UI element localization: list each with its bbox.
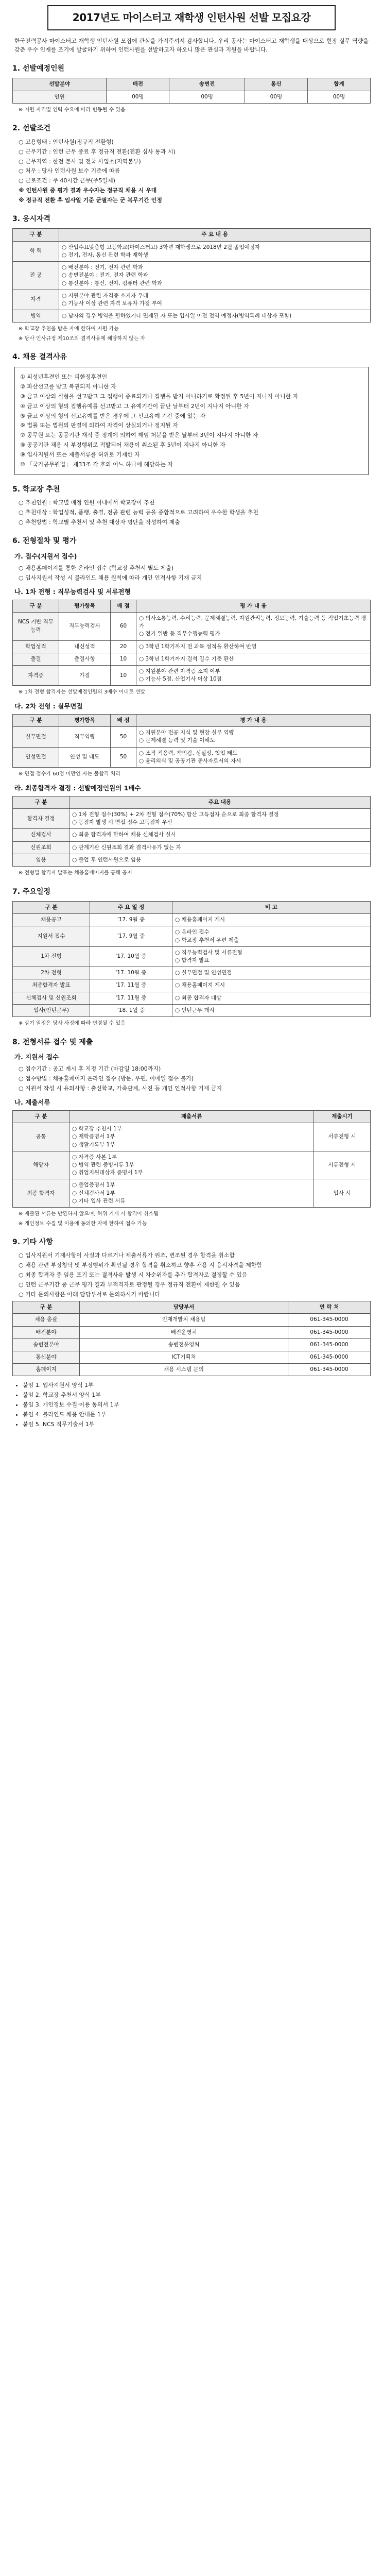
table-cell: '17. 11월 중	[90, 992, 172, 1004]
table-cell: '17. 10월 중	[90, 946, 172, 967]
table-row	[13, 1179, 371, 1208]
table-header: 배 점	[111, 600, 136, 612]
table-cell: ○ 직무능력검사 및 서류전형 ○ 합격자 발표	[172, 946, 371, 967]
recommend-item: ○ 추천인원 : 학교별 배정 인원 이내에서 학교장이 추천	[19, 499, 155, 506]
section-4-title: 4. 채용 결격사유	[12, 353, 67, 362]
condition-item: ○ 고용형태 : 인턴사원(정규직 전환형)	[19, 138, 114, 145]
table-row	[13, 979, 371, 992]
table-row	[13, 1123, 371, 1151]
table-cell: 입사(인턴근무)	[13, 1004, 90, 1016]
table-cell: 직무역량	[59, 727, 111, 747]
table-row	[13, 1004, 371, 1016]
disqualification-item: ② 파산선고를 받고 복권되지 아니한 자	[20, 383, 116, 390]
subsection-title: 라. 최종합격자 결정 : 선발예정인원의 1배수	[14, 784, 141, 792]
first-stage-table	[12, 600, 371, 686]
table-cell: 서류전형 시	[314, 1123, 371, 1151]
table-header: 주 요 일 정	[90, 901, 172, 913]
intro-text: 한국전력공사 마이스터고 재학생 인턴사원 모집에 관심을 가져주셔서 감사합니다. 우리 공사는 마이스터고 재학생을 대상으로 현장 실무 역량을 갖춘 우수 인재를 조기에 발굴하기 위하여 인턴사원을 선발하고자 하오니 많은 관심과 지원을 바랍니다.	[14, 38, 369, 54]
recommend-item: ○ 추천방법 : 학교별 추천서 및 추천 대상자 명단을 작성하여 제출	[19, 519, 180, 526]
disqualification-item: ⑨ 입사지원서 또는 제출서류를 허위로 기재한 자	[20, 451, 140, 459]
table-cell: 061-345-0000	[288, 1351, 371, 1363]
table-cell: 자격	[13, 290, 59, 310]
submission-item: ○ 접수기간 : 공고 게시 후 지정 기간 (마감일 18:00까지)	[19, 1065, 161, 1072]
section-note: ※ 1차 전형 합격자는 선발예정인원의 3배수 이내로 선발	[19, 689, 146, 696]
table-row	[13, 640, 371, 653]
table-cell: 50	[111, 727, 136, 747]
disqualification-item: ④ 금고 이상의 형의 집행유예를 선고받고 그 유예기간이 끝난 날부터 2년이 지나지 아니한 자	[20, 402, 249, 410]
misc-item: ○ 채용 관련 부정청탁 및 부정행위가 확인될 경우 합격을 취소하고 향후 채용 시 응시자격을 제한함	[19, 1262, 262, 1269]
table-header: 제출시기	[314, 1110, 371, 1123]
disqualification-item: ⑩ 「국가공무원법」 제33조 각 호의 어느 하나에 해당하는 자	[20, 461, 173, 468]
table-cell: ○ 산업수요맞춤형 고등학교(마이스터고) 3학년 재학생으로 2018년 2월 졸업예정자 ○ 전기, 전자, 통신 관련 학과 재학생	[59, 241, 371, 261]
table-header: 구 분	[13, 229, 59, 241]
table-row	[13, 841, 371, 854]
table-cell: ICT기획처	[80, 1351, 288, 1363]
table-row	[13, 310, 371, 323]
table-cell: ○ 실무면접 및 인성면접	[172, 967, 371, 979]
submission-item: ○ 지원서 작성 시 유의사항 : 출신학교, 가족관계, 사진 등 개인 인적사항 기재 금지	[19, 1084, 222, 1092]
section-note: ※ 상기 일정은 당사 사정에 따라 변경될 수 있음	[19, 1021, 126, 1027]
table-cell: 10	[111, 653, 136, 665]
table-cell: 인원	[13, 91, 107, 103]
table-cell: 20	[111, 640, 136, 653]
section-3-title: 3. 응시자격	[12, 215, 51, 224]
table-header: 합계	[307, 78, 370, 91]
table-row	[13, 1351, 371, 1363]
section-9-title: 9. 기타 사항	[12, 1238, 53, 1247]
table-cell: 061-345-0000	[288, 1338, 371, 1351]
table-row	[13, 946, 371, 967]
table-cell: ○ 3학년 1학기까지 결석 일수 기준 환산	[136, 653, 371, 665]
table-cell: 채용공고	[13, 914, 90, 926]
table-header: 비 고	[172, 901, 371, 913]
table-cell: 인재개발처 채용팀	[80, 1314, 288, 1326]
table-cell: 최종 합격자	[13, 1179, 69, 1208]
subsection-title: 다. 2차 전형 : 실무면접	[14, 702, 83, 710]
misc-item: ○ 기타 문의사항은 아래 담당부서로 문의하시기 바랍니다	[19, 1291, 160, 1298]
condition-item: ○ 근무기간 : 인턴 근무 종료 후 정규직 전환(전환 심사 통과 시)	[19, 148, 176, 155]
table-cell: ○ 배전분야 : 전기, 전자 관련 학과 ○ 송변전분야 : 전기, 전자 관련 학과 ○ 통신분야 : 통신, 전자, 컴퓨터 관련 학과	[59, 262, 371, 290]
list-item: • 붙임 2. 학교장 추천서 양식 1부	[23, 1391, 371, 1399]
table-cell: ○ 학교장 추천서 1부 ○ 재학증명서 1부 ○ 생활기록부 1부	[69, 1123, 314, 1151]
title-box	[47, 5, 336, 30]
table-cell: ○ 조직 적응력, 책임감, 성실성, 협업 태도 ○ 윤리의식 및 공공기관 종사자로서의 자세	[136, 747, 371, 767]
condition-item: ○ 처우 : 당사 인턴사원 보수 기준에 따름	[19, 167, 120, 175]
recommend-item: ○ 추천대상 : 학업성적, 품행, 출결, 전공 관련 능력 등을 종합적으로 고려하여 우수한 학생을 추천	[19, 509, 258, 516]
table-header: 주 요 내 용	[59, 229, 371, 241]
table-header: 구 분	[13, 1110, 69, 1123]
process-item: ○ 입사지원서 작성 시 블라인드 채용 원칙에 따라 개인 인적사항 기재 금지	[19, 574, 202, 581]
misc-item: ○ 최종 합격자 중 임용 포기 또는 결격사유 발생 시 차순위자를 추가 합격자로 결정할 수 있음	[19, 1272, 248, 1279]
subsection-title: 나. 제출서류	[14, 1098, 50, 1106]
table-header: 제출서류	[69, 1110, 314, 1123]
disqualification-item: ③ 금고 이상의 실형을 선고받고 그 집행이 종료되거나 집행을 받지 아니하기로 확정된 후 5년이 지나지 아니한 자	[20, 393, 299, 400]
disqualification-item: ⑥ 법률 또는 법원의 판결에 의하여 자격이 상실되거나 정지된 자	[20, 422, 178, 429]
table-header: 평 가 내 용	[136, 600, 371, 612]
subsection-title: 가. 접수(지원서 접수)	[14, 552, 77, 560]
list-item: • 붙임 4. 블라인드 채용 안내문 1부	[23, 1411, 371, 1419]
table-row	[13, 1338, 371, 1351]
table-cell: NCS 기반 직무능력	[13, 612, 59, 640]
table-cell: ○ 남자의 경우 병역을 필하였거나 면제된 자 또는 입사일 이전 전역 예정자(병역특례 대상자 포함)	[59, 310, 371, 323]
table-cell: ○ 최종 합격자에 한하여 채용 신체검사 실시	[69, 829, 371, 841]
disqualification-item: ⑦ 공무원 또는 공공기관 재직 중 징계에 의하여 해임 처분을 받은 날부터 3년이 지나지 아니한 자	[20, 432, 258, 439]
table-row	[13, 653, 371, 665]
table-cell: 채용 시스템 문의	[80, 1364, 288, 1376]
table-cell: 공통	[13, 1123, 69, 1151]
table-cell: ○ 졸업 후 인턴사원으로 임용	[69, 854, 371, 866]
table-header: 담당부서	[80, 1301, 288, 1314]
table-cell: 송변전분야	[13, 1338, 80, 1351]
table-cell: 통신분야	[13, 1351, 80, 1363]
table-cell: 2차 전형	[13, 967, 90, 979]
table-cell: 인성 및 태도	[59, 747, 111, 767]
table-header: 송변전	[169, 78, 245, 91]
table-row	[13, 241, 371, 261]
submission-item: ○ 접수방법 : 채용홈페이지 온라인 접수 (방문, 우편, 이메일 접수 불가)	[19, 1075, 194, 1082]
page-title: 2017년도 마이스터고 재학생 인턴사원 선발 모집요강	[72, 11, 311, 24]
section-1-title: 1. 선발예정인원	[12, 64, 65, 73]
table-cell: 학 력	[13, 241, 59, 261]
section-6-title: 6. 전형절차 및 평가	[12, 537, 77, 546]
table-row	[13, 914, 371, 926]
section-note: ※ 지원 자격별 인력 수요에 따라 변동될 수 있음	[19, 107, 126, 113]
disqualification-item: ⑧ 공공기관 채용 시 부정행위로 적발되어 채용이 취소된 후 5년이 지나지 아니한 자	[20, 442, 225, 449]
table-cell: 1차 전형	[13, 946, 90, 967]
table-cell: 직무능력검사	[59, 612, 111, 640]
table-cell: 임용	[13, 854, 69, 866]
table-cell: 병역	[13, 310, 59, 323]
table-header: 배 점	[111, 715, 136, 727]
quota-table	[12, 78, 371, 103]
table-cell: 학업성적	[13, 640, 59, 653]
table-header: 구 분	[13, 901, 90, 913]
table-cell: 채용 총괄	[13, 1314, 80, 1326]
table-cell: ○ 채용홈페이지 게시	[172, 914, 371, 926]
table-cell: 입사 시	[314, 1179, 371, 1208]
table-row	[13, 91, 371, 103]
disqualification-item: ① 피성년후견인 또는 피한정후견인	[20, 373, 108, 380]
table-cell: ○ 의사소통능력, 수리능력, 문제해결능력, 자원관리능력, 정보능력, 기술능력 등 직업기초능력 평가 ○ 전기 일반 등 직무수행능력 평가	[136, 612, 371, 640]
table-header: 구 분	[13, 1301, 80, 1314]
table-cell: 실무면접	[13, 727, 59, 747]
section-8-title: 8. 전형서류 접수 및 제출	[12, 1038, 93, 1046]
table-header: 배전	[107, 78, 169, 91]
table-cell: 배전분야	[13, 1326, 80, 1338]
table-cell: 배전운영처	[80, 1326, 288, 1338]
table-cell: ○ 인턴근무 개시	[172, 1004, 371, 1016]
condition-item: ○ 근로조건 : 주 40시간 근무(주5일제)	[19, 177, 115, 184]
table-header: 구 분	[13, 600, 59, 612]
table-cell: 00명	[107, 91, 169, 103]
disqualification-item: ⑤ 금고 이상의 형의 선고유예를 받은 경우에 그 선고유예 기간 중에 있는 자	[20, 412, 205, 419]
disqualification-box	[14, 367, 369, 475]
table-cell: 신원조회	[13, 841, 69, 854]
subsection-title: 가. 지원서 접수	[14, 1053, 59, 1061]
table-header: 구 분	[13, 715, 59, 727]
table-cell: 60	[111, 612, 136, 640]
table-cell: 신체검사 및 신원조회	[13, 992, 90, 1004]
table-row	[13, 262, 371, 290]
table-cell: 해당자	[13, 1151, 69, 1179]
table-cell: ○ 자격증 사본 1부 ○ 병역 관련 증빙서류 1부 ○ 취업지원대상자 증명서 1부	[69, 1151, 314, 1179]
table-row	[13, 808, 371, 828]
table-cell: '18. 1월 중	[90, 1004, 172, 1016]
eligibility-table	[12, 228, 371, 323]
table-row	[13, 1314, 371, 1326]
section-5-title: 5. 학교장 추천	[12, 485, 60, 494]
table-cell: '17. 11월 중	[90, 979, 172, 992]
schedule-table	[12, 901, 371, 1017]
section-note: ※ 면접 점수가 60점 미만인 자는 불합격 처리	[19, 771, 120, 777]
table-cell: 061-345-0000	[288, 1326, 371, 1338]
table-cell: 홈페이지	[13, 1364, 80, 1376]
condition-note: ※ 인턴사원 중 평가 결과 우수자는 정규직 채용 시 우대	[19, 187, 157, 194]
table-cell: 지원서 접수	[13, 926, 90, 946]
table-cell: ○ 지원분야 관련 자격증 소지 여부 ○ 기능사 5점, 산업기사 이상 10점	[136, 665, 371, 685]
table-cell: 00명	[307, 91, 370, 103]
table-header: 선발분야	[13, 78, 107, 91]
table-header: 연 락 처	[288, 1301, 371, 1314]
table-cell: ○ 졸업증명서 1부 ○ 신체검사서 1부 ○ 기타 입사 관련 서류	[69, 1179, 314, 1208]
table-cell: 출결	[13, 653, 59, 665]
table-cell: 합격자 결정	[13, 808, 69, 828]
final-decision-table	[12, 796, 371, 867]
table-row	[13, 290, 371, 310]
table-cell: 00명	[245, 91, 307, 103]
table-row	[13, 829, 371, 841]
table-cell: 50	[111, 747, 136, 767]
table-header: 통신	[245, 78, 307, 91]
table-cell: ○ 1차 전형 점수(30%) + 2차 전형 점수(70%) 합산 고득점자 순으로 최종 합격자 결정 ○ 동점자 발생 시 면접 점수 고득점자 우선	[69, 808, 371, 828]
documents-table	[12, 1110, 371, 1208]
table-cell: 내신성적	[59, 640, 111, 653]
table-cell: 00명	[169, 91, 245, 103]
list-item: • 붙임 3. 개인정보 수집·이용 동의서 1부	[23, 1401, 371, 1409]
contacts-table	[12, 1301, 371, 1376]
table-row	[13, 747, 371, 767]
condition-item: ○ 근무지역 : 한전 본사 및 전국 사업소(지역본부)	[19, 158, 141, 165]
table-header: 구 분	[13, 796, 69, 808]
table-cell: '17. 9월 중	[90, 914, 172, 926]
table-cell: 송변전운영처	[80, 1338, 288, 1351]
misc-item: ○ 입사지원서 기재사항이 사실과 다르거나 제출서류가 위조, 변조된 경우 합격을 취소함	[19, 1252, 235, 1259]
process-item: ○ 채용홈페이지를 통한 온라인 접수 (학교장 추천서 별도 제출)	[19, 564, 174, 571]
table-cell: '17. 9월 중	[90, 926, 172, 946]
section-note: ※ 개인정보 수집 및 이용에 동의한 자에 한하여 접수 가능	[19, 1221, 147, 1227]
table-row	[13, 1364, 371, 1376]
table-cell: ○ 채용홈페이지 게시	[172, 979, 371, 992]
table-row	[13, 854, 371, 866]
condition-note: ※ 정규직 전환 후 입사일 기준 군필자는 군 복무기간 인정	[19, 197, 162, 204]
section-note: ※ 당사 인사규정 제10조의 결격사유에 해당하지 않는 자	[19, 335, 146, 342]
section-note: ※ 제출된 서류는 반환하지 않으며, 허위 기재 시 합격이 취소됨	[19, 1211, 159, 1217]
table-row	[13, 665, 371, 685]
table-header: 평가항목	[59, 715, 111, 727]
section-2-title: 2. 선발조건	[12, 124, 51, 133]
table-cell: ○ 지원분야 관련 자격증 소지자 우대 ○ 기능사 이상 관련 자격 보유자 가점 부여	[59, 290, 371, 310]
second-stage-table	[12, 714, 371, 768]
table-header: 평가항목	[59, 600, 111, 612]
table-cell: ○ 3학년 1학기까지 전 과목 성적을 환산하여 반영	[136, 640, 371, 653]
attachments-list	[23, 1381, 371, 1429]
section-note: ※ 학교장 추천을 받은 자에 한하여 지원 가능	[19, 326, 119, 332]
table-header: 주요 내용	[69, 796, 371, 808]
table-cell: 출결사항	[59, 653, 111, 665]
misc-item: ○ 인턴 근무기간 중 근무 평가 결과 부적격자로 판정될 경우 정규직 전환이 제한될 수 있음	[19, 1281, 240, 1289]
table-cell: 최종합격자 발표	[13, 979, 90, 992]
table-row	[13, 926, 371, 946]
table-cell: ○ 지원분야 전공 지식 및 현장 실무 역량 ○ 문제해결 능력 및 기술 이해도	[136, 727, 371, 747]
table-cell: 전 공	[13, 262, 59, 290]
table-row	[13, 967, 371, 979]
section-7-title: 7. 주요일정	[12, 887, 51, 896]
table-cell: '17. 10월 중	[90, 967, 172, 979]
table-cell: 가점	[59, 665, 111, 685]
table-row	[13, 992, 371, 1004]
table-row	[13, 612, 371, 640]
section-note: ※ 전형별 합격자 발표는 채용홈페이지를 통해 공지	[19, 870, 132, 876]
table-cell: 서류전형 시	[314, 1151, 371, 1179]
table-header: 평 가 내 용	[136, 715, 371, 727]
table-cell: 인성면접	[13, 747, 59, 767]
table-cell: 신체검사	[13, 829, 69, 841]
table-row	[13, 727, 371, 747]
subsection-title: 나. 1차 전형 : 직무능력검사 및 서류전형	[14, 587, 131, 596]
table-row	[13, 1326, 371, 1338]
table-row	[13, 1151, 371, 1179]
list-item: • 붙임 1. 입사지원서 양식 1부	[23, 1381, 371, 1389]
table-cell: ○ 최종 합격자 대상	[172, 992, 371, 1004]
table-cell: ○ 온라인 접수 ○ 학교장 추천서 우편 제출	[172, 926, 371, 946]
list-item: • 붙임 5. NCS 직무기술서 1부	[23, 1420, 371, 1429]
table-cell: 자격증	[13, 665, 59, 685]
table-cell: 061-345-0000	[288, 1364, 371, 1376]
table-cell: ○ 관계기관 신원조회 결과 결격사유가 없는 자	[69, 841, 371, 854]
table-cell: 10	[111, 665, 136, 685]
table-cell: 061-345-0000	[288, 1314, 371, 1326]
